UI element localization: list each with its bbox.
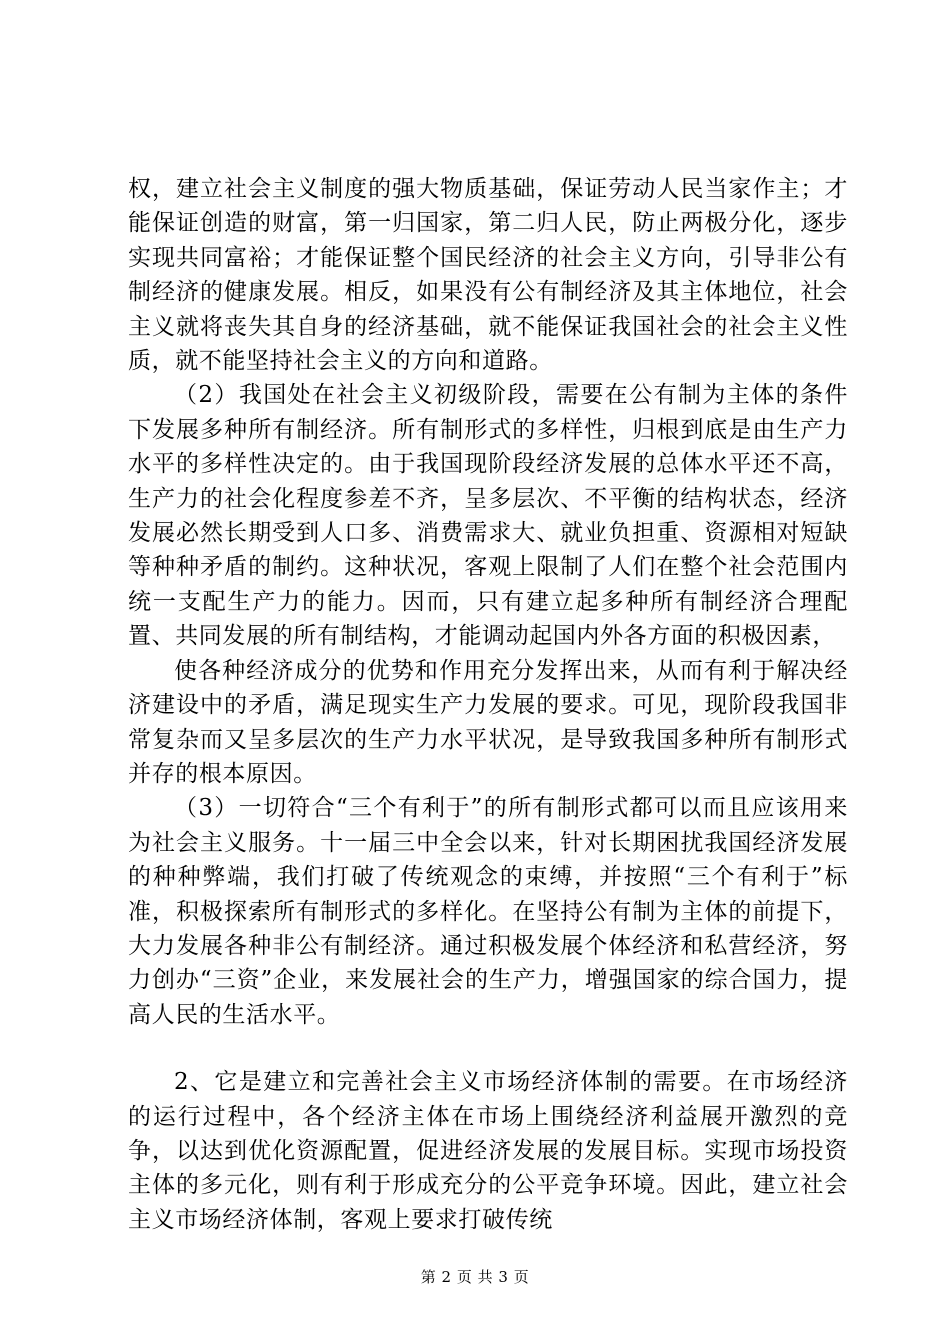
paragraph-continuation: 权，建立社会主义制度的强大物质基础，保证劳动人民当家作主；才能保证创造的财富，第一归国家，第二归人民，防止两极分化，逐步实现共同富裕；才能保证整个国民经济的社会主义方向，引导非公有制经济的健康发展。相反，如果没有公有制经济及其主体地位，社会主义就将丧失其自身的经济基础，就不能保证我国社会的社会主义性质，就不能坚持社会主义的方向和道路。 (128, 176, 848, 375)
paragraph-point-2: （2）我国处在社会主义初级阶段，需要在公有制为主体的条件下发展多种所有制经济。所有制形式的多样性，归根到底是由生产力水平的多样性决定的。由于我国现阶段经济发展的总体水平还不高，生产力的社会化程度参差不齐，呈多层次、不平衡的结构状态，经济发展必然长期受到人口多、消费需求大、就业负担重、资源相对短缺等种种矛盾的制约。这种状况，客观上限制了人们在整个社会范围内统一支配生产力的能力。因而，只有建立起多种所有制经济合理配置、共同发展的所有制结构，才能调动起国内外各方面的积极因素， (128, 382, 848, 650)
paragraph-section-2: 2、它是建立和完善社会主义市场经济体制的需要。在市场经济的运行过程中，各个经济主体在市场上围绕经济利益展开激烈的竞争，以达到优化资源配置，促进经济发展的发展目标。实现市场投资主体的多元化，则有利于形成充分的公平竞争环境。因此，建立社会主义市场经济体制，客观上要求打破传统 (128, 1069, 848, 1233)
document-body (128, 172, 848, 1237)
paragraph-spacer (128, 1032, 848, 1065)
page-number-footer: 第 2 页 共 3 页 (420, 1268, 530, 1286)
paragraph-point-3: （3）一切符合“三个有利于”的所有制形式都可以而且应该用来为社会主义服务。十一届三中全会以来，针对长期困扰我国经济发展的种种弊端，我们打破了传统观念的束缚，并按照“三个有利于”标准，积极探索所有制形式的多样化。在坚持公有制为主体的前提下，大力发展各种非公有制经济。通过积极发展个体经济和私营经济，努力创办“三资”企业，来发展社会的生产力，增强国家的综合国力，提高人民的生活水平。 (128, 795, 848, 1028)
paragraph-point-2-continued: 使各种经济成分的优势和作用充分发挥出来，从而有利于解决经济建设中的矛盾，满足现实生产力发展的要求。可见，现阶段我国非常复杂而又呈多层次的生产力水平状况，是导致我国多种所有制形式并存的根本原因。 (128, 657, 848, 787)
